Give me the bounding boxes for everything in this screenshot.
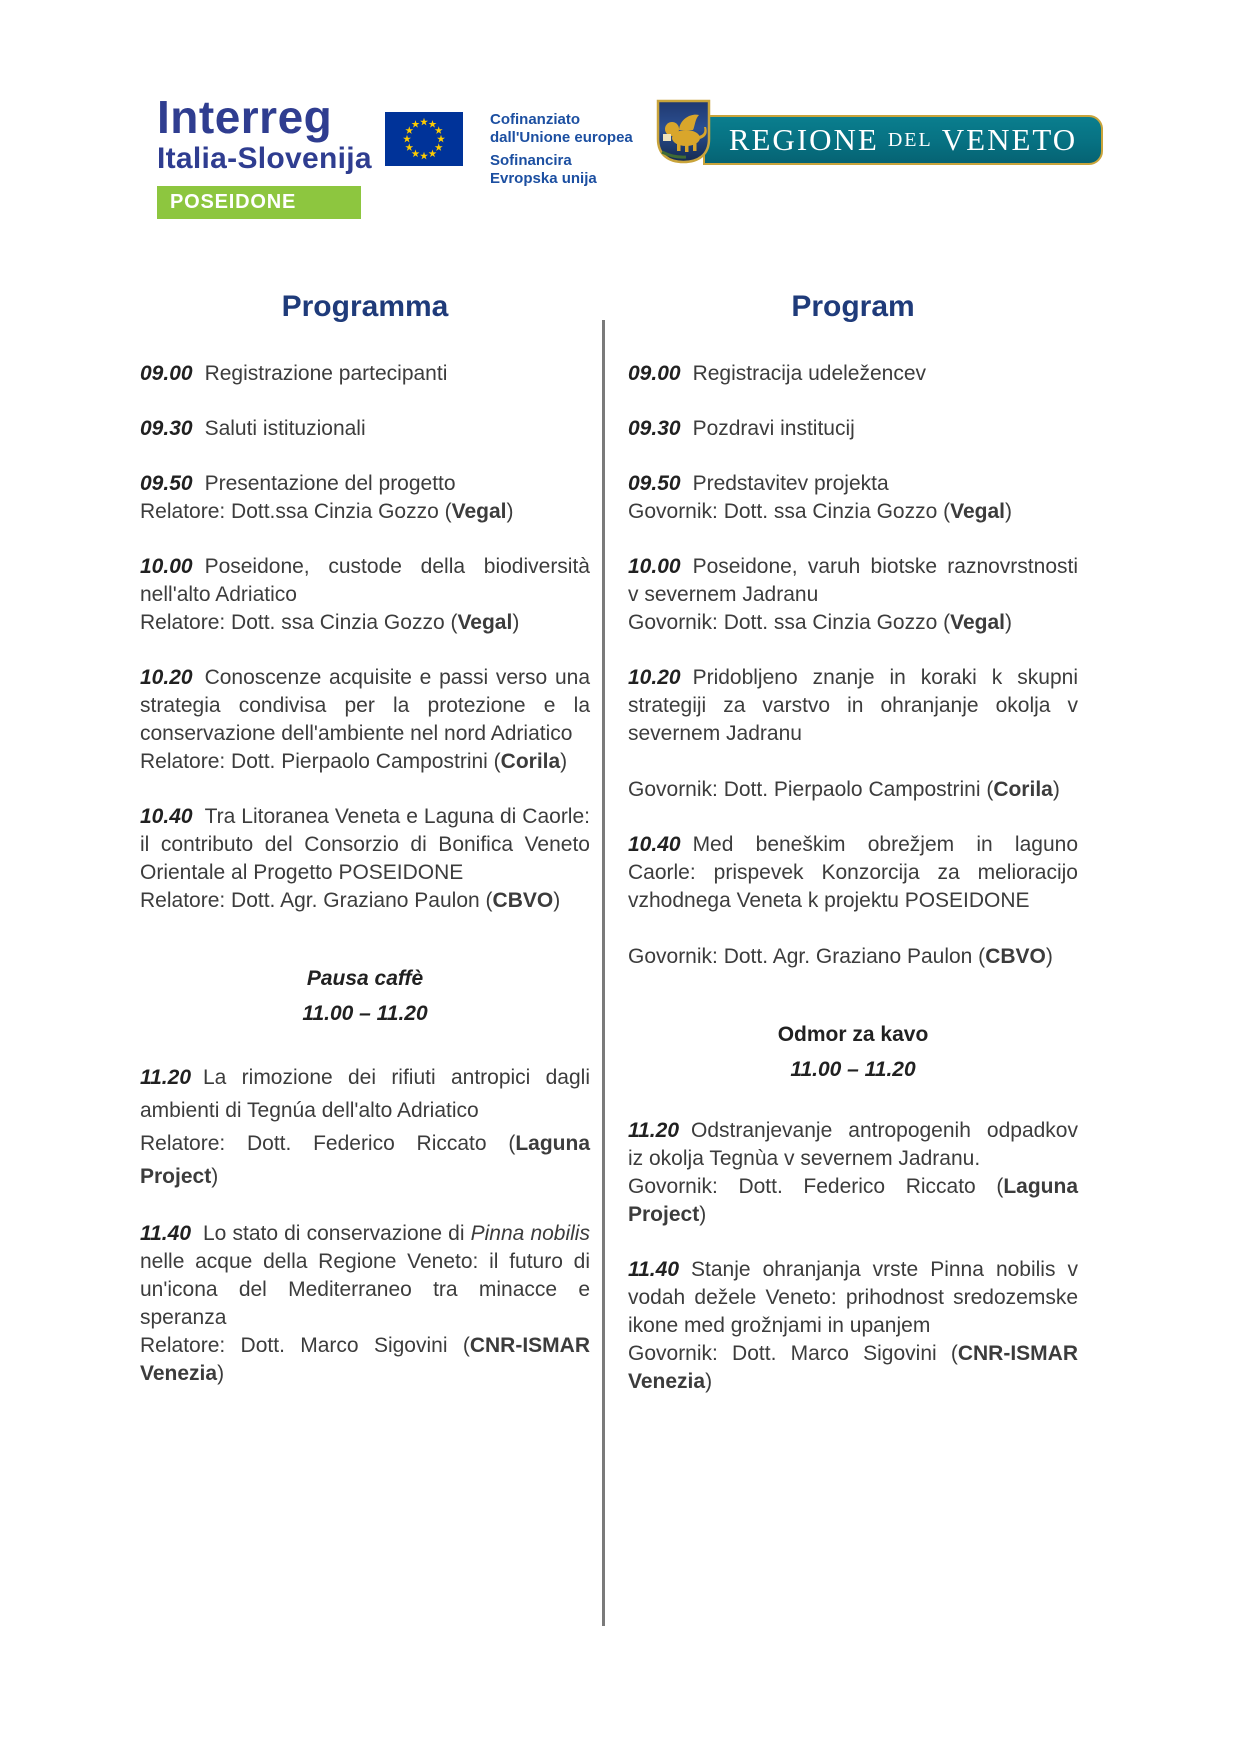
session-title — [140, 803, 590, 887]
session-title — [140, 415, 590, 443]
text-run: Govornik: Dott. ssa Cinzia Gozzo ( — [628, 611, 951, 634]
program-column-slovenian — [628, 290, 1078, 1626]
text-run: Registrazione partecipanti — [204, 362, 448, 385]
text-run: Registracija udeležencev — [692, 362, 927, 385]
text-run: Vegal — [950, 500, 1005, 523]
text-run: Stanje ohranjanja vrste Pinna nobilis v vodah dežele Veneto: prihodnost sredozemske ikone med grožnjami in upanjem — [628, 1258, 1078, 1337]
column-divider — [602, 320, 605, 1626]
eu-cofunding-text — [490, 111, 633, 193]
program-item — [628, 553, 1078, 637]
program-item — [140, 415, 590, 443]
eu-cofunding-line: Sofinancira — [490, 152, 572, 169]
text-run: 11.00 – 11.20 — [302, 1002, 428, 1025]
eu-cofunding-line: Cofinanziato — [490, 111, 580, 128]
text-run: CNR-ISMAR Venezia — [140, 1334, 590, 1385]
interreg-program-text: Italia-Slovenija — [157, 142, 372, 175]
coffee-break-line — [628, 1052, 1078, 1087]
session-title — [140, 360, 590, 388]
text-run: ) — [560, 750, 568, 773]
session-speaker — [628, 609, 1078, 637]
interreg-brand-text: Interreg — [157, 91, 333, 143]
text-run: ) — [699, 1203, 707, 1226]
interreg-logo — [157, 91, 372, 219]
text-run: Saluti istituzionali — [204, 417, 366, 440]
text-run: La rimozione dei rifiuti antropici dagli ambienti di Tegnúa dell'alto Adriatico — [140, 1066, 590, 1122]
program-item — [628, 415, 1078, 443]
text-run: Relatore: Dott.ssa Cinzia Gozzo ( — [140, 500, 452, 523]
program-item — [628, 831, 1078, 971]
text-run: Presentazione del progetto — [204, 472, 456, 495]
program-item — [628, 1117, 1078, 1229]
text-run: Relatore: Dott. Federico Riccato ( — [140, 1132, 516, 1155]
text-run: CBVO — [985, 945, 1046, 968]
text-run: Pozdravi institucij — [692, 417, 855, 440]
session-speaker — [140, 609, 590, 637]
session-time: 09.30 — [140, 417, 193, 440]
text-run: Tra Litoranea Veneta e Laguna di Caorle: il contributo del Consorzio di Bonifica Veneto Orientale al Progetto POSEIDONE — [140, 805, 590, 884]
program-item — [140, 1220, 590, 1388]
veneto-word: VENETO — [941, 122, 1078, 157]
text-run: CNR-ISMAR Venezia — [628, 1342, 1078, 1393]
eu-cofunding-line: dall'Unione europea — [490, 129, 633, 146]
session-title — [628, 360, 1078, 388]
coffee-break-line — [628, 1017, 1078, 1052]
text-run: Laguna Project — [628, 1175, 1078, 1226]
session-time: 09.50 — [140, 472, 193, 495]
text-run: Vegal — [950, 611, 1005, 634]
coffee-break — [628, 1017, 1078, 1087]
session-speaker — [140, 1127, 590, 1193]
text-run: ) — [553, 889, 561, 912]
text-run: Relatore: Dott. ssa Cinzia Gozzo ( — [140, 611, 458, 634]
program-item — [628, 664, 1078, 804]
text-run: nelle acque della Regione Veneto: il futuro di un'icona del Mediterraneo tra minacce e speranza — [140, 1250, 590, 1329]
text-run: ) — [217, 1362, 225, 1385]
session-time: 10.00 — [628, 555, 681, 578]
program-item — [140, 553, 590, 637]
text-run: Govornik: Dott. Pierpaolo Campostrini ( — [628, 778, 994, 801]
text-run: Odstranjevanje antropogenih odpadkov iz okolja Tegnùa v severnem Jadranu. — [628, 1119, 1078, 1170]
veneto-word: REGIONE — [728, 122, 879, 157]
session-time: 09.00 — [628, 362, 681, 385]
coffee-break — [140, 961, 590, 1031]
text-run: Govornik: Dott. Federico Riccato ( — [628, 1175, 1004, 1198]
text-run: Odmor za kavo — [777, 1023, 929, 1046]
program-item — [628, 470, 1078, 526]
text-run: Relatore: Dott. Agr. Graziano Paulon ( — [140, 889, 493, 912]
program-columns — [140, 290, 1078, 1626]
session-speaker — [140, 1332, 590, 1388]
text-run: ) — [506, 500, 514, 523]
text-run: Govornik: Dott. ssa Cinzia Gozzo ( — [628, 500, 951, 523]
session-speaker — [628, 776, 1078, 804]
program-column-italian — [140, 290, 590, 1626]
session-time: 10.40 — [140, 805, 193, 828]
session-title — [628, 415, 1078, 443]
text-run: CBVO — [492, 889, 554, 912]
session-title — [628, 664, 1078, 748]
session-title — [628, 470, 1078, 498]
text-run: ) — [211, 1165, 219, 1188]
session-title — [628, 831, 1078, 915]
program-item — [140, 1061, 590, 1193]
text-run: Pausa caffè — [306, 967, 424, 990]
session-time: 11.40 — [140, 1222, 191, 1245]
session-speaker — [628, 943, 1078, 971]
text-run: Laguna Project — [140, 1132, 590, 1188]
text-run: ) — [1052, 778, 1060, 801]
session-time: 10.20 — [140, 666, 193, 689]
venetian-lion-shield-icon — [655, 98, 712, 166]
text-run: Govornik: Dott. Marco Sigovini ( — [628, 1342, 958, 1365]
session-time: 09.30 — [628, 417, 681, 440]
program-item — [140, 470, 590, 526]
text-run: ) — [1004, 611, 1012, 634]
text-run: Lo stato di conservazione di — [203, 1222, 471, 1245]
session-time: 11.40 — [628, 1258, 679, 1281]
column-title-italian: Programma — [281, 290, 449, 323]
program-item — [140, 803, 590, 915]
text-run: Poseidone, custode della biodiversità nell'alto Adriatico — [140, 555, 590, 606]
session-title — [628, 1256, 1078, 1340]
session-time: 11.20 — [140, 1066, 191, 1089]
text-run: Med beneškim obrežjem in laguno Caorle: prispevek Konzorcija za melioracijo vzhodnega Veneta k projektu POSEIDONE — [628, 833, 1078, 912]
session-title — [140, 664, 590, 748]
coffee-break-line — [140, 996, 590, 1031]
text-run: Relatore: Dott. Marco Sigovini ( — [140, 1334, 470, 1357]
coffee-break-line — [140, 961, 590, 996]
session-title — [140, 553, 590, 609]
session-time: 10.40 — [628, 833, 681, 856]
session-title — [628, 1117, 1078, 1173]
veneto-word: DEL — [887, 128, 933, 151]
text-run: Govornik: Dott. Agr. Graziano Paulon ( — [628, 945, 986, 968]
text-run: ) — [512, 611, 520, 634]
session-time: 09.00 — [140, 362, 193, 385]
eu-flag-icon — [385, 112, 463, 166]
text-run: Vegal — [451, 500, 507, 523]
text-run: Corila — [993, 778, 1053, 801]
text-run: Conoscenze acquisite e passi verso una strategia condivisa per la protezione e la conservazione dell'ambiente nel nord Adriatico — [140, 666, 590, 745]
text-run: Predstavitev projekta — [692, 472, 889, 495]
text-run: ) — [705, 1370, 713, 1393]
eu-cofunding-line: Evropska unija — [490, 170, 597, 187]
text-run: ) — [1004, 500, 1012, 523]
poseidone-project-banner: POSEIDONE — [157, 186, 361, 219]
session-time: 11.20 — [628, 1119, 679, 1142]
column-title-slovenian: Program — [791, 290, 915, 323]
program-item — [628, 360, 1078, 388]
program-item — [140, 360, 590, 388]
session-time: 10.00 — [140, 555, 193, 578]
text-run: Poseidone, varuh biotske raznovrstnosti v severnem Jadranu — [628, 555, 1078, 606]
session-time: 09.50 — [628, 472, 681, 495]
session-title — [140, 1220, 590, 1332]
text-run: 11.00 – 11.20 — [790, 1058, 916, 1081]
session-title — [140, 470, 590, 498]
session-speaker — [628, 1340, 1078, 1396]
regione-veneto-banner — [703, 115, 1103, 165]
session-time: 10.20 — [628, 666, 681, 689]
text-run: Pinna nobilis — [470, 1222, 590, 1245]
session-speaker — [628, 1173, 1078, 1229]
session-speaker — [628, 498, 1078, 526]
session-title — [140, 1061, 590, 1127]
text-run: Pridobljeno znanje in koraki k skupni strategiji za varstvo in ohranjanje okolja v severnem Jadranu — [628, 666, 1078, 745]
session-speaker — [140, 748, 590, 776]
text-run: ) — [1045, 945, 1053, 968]
text-run: Corila — [500, 750, 561, 773]
session-speaker — [140, 887, 590, 915]
program-item — [140, 664, 590, 776]
text-run: Vegal — [457, 611, 513, 634]
session-title — [628, 553, 1078, 609]
program-item — [628, 1256, 1078, 1396]
session-speaker — [140, 498, 590, 526]
text-run: Relatore: Dott. Pierpaolo Campostrini ( — [140, 750, 501, 773]
